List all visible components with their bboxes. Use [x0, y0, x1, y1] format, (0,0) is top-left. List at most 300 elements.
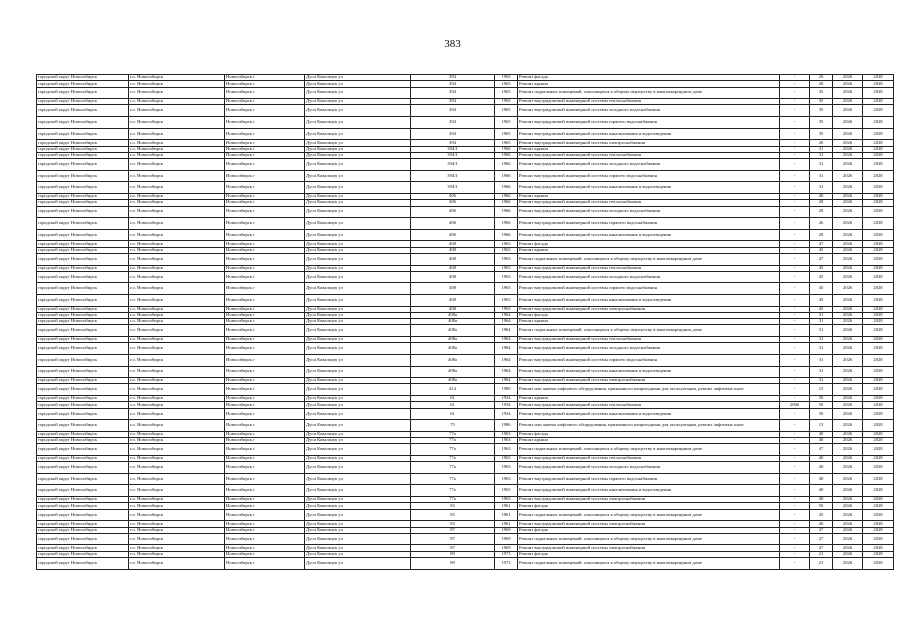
last-repair-cell: -: [780, 283, 810, 295]
table-row: [37, 128, 894, 140]
wear-percent-cell: 40: [810, 473, 833, 485]
municipality-cell: городской округ Новосибирск: [37, 218, 129, 230]
last-repair-cell: -: [780, 128, 810, 140]
last-repair-cell: -: [780, 497, 810, 503]
start-year-cell: 2026: [833, 384, 863, 396]
work-type-cell: Ремонт внутридомовой инженерной системы горячего водоснабжения: [518, 117, 780, 129]
build-year-cell: 1963: [495, 497, 518, 503]
wear-percent-cell: 40: [810, 193, 833, 199]
wear-percent-cell: 27: [810, 527, 833, 533]
build-year-cell: 1964: [495, 354, 518, 366]
municipality-cell: городской округ Новосибирск: [37, 247, 129, 253]
district-cell: г.о. Новосибирск: [129, 146, 225, 152]
end-year-cell: 2028: [863, 545, 894, 551]
street-cell: Дуси Ковальчук ул: [305, 306, 411, 312]
house-number-cell: 77а: [411, 473, 495, 485]
municipality-cell: городской округ Новосибирск: [37, 521, 129, 527]
wear-percent-cell: 45: [810, 247, 833, 253]
locality-cell: Новосибирск г: [225, 75, 305, 81]
wear-percent-cell: 45: [810, 265, 833, 271]
last-repair-cell: -: [780, 343, 810, 355]
district-cell: г.о. Новосибирск: [129, 241, 225, 247]
house-number-cell: 83: [411, 521, 495, 527]
last-repair-cell: -: [780, 462, 810, 474]
build-year-cell: 1963: [495, 247, 518, 253]
municipality-cell: городской округ Новосибирск: [37, 271, 129, 283]
start-year-cell: 2026: [833, 366, 863, 378]
wear-percent-cell: 31: [810, 170, 833, 182]
build-year-cell: 1965: [495, 140, 518, 146]
district-cell: г.о. Новосибирск: [129, 229, 225, 241]
start-year-cell: 2026: [833, 551, 863, 557]
end-year-cell: 2028: [863, 218, 894, 230]
district-cell: г.о. Новосибирск: [129, 294, 225, 306]
start-year-cell: 2026: [833, 420, 863, 432]
build-year-cell: 1963: [495, 271, 518, 283]
start-year-cell: 2026: [833, 396, 863, 402]
locality-cell: Новосибирск г: [225, 81, 305, 87]
page-number: 383: [444, 38, 461, 50]
wear-percent-cell: 50: [810, 408, 833, 420]
work-type-cell: Ремонт внутридомовой инженерной системы канализования и водоотведения: [518, 294, 780, 306]
start-year-cell: 2026: [833, 265, 863, 271]
build-year-cell: 1963: [495, 444, 518, 456]
locality-cell: Новосибирск г: [225, 325, 305, 337]
house-number-cell: 394: [411, 75, 495, 81]
work-type-cell: Ремонт внутридомовой инженерной системы электроснабжения: [518, 378, 780, 384]
start-year-cell: 2026: [833, 271, 863, 283]
wear-percent-cell: 47: [810, 444, 833, 456]
municipality-cell: городской округ Новосибирск: [37, 182, 129, 194]
district-cell: г.о. Новосибирск: [129, 128, 225, 140]
municipality-cell: городской округ Новосибирск: [37, 551, 129, 557]
last-repair-cell: -: [780, 253, 810, 265]
table-row: [37, 533, 894, 545]
district-cell: г.о. Новосибирск: [129, 462, 225, 474]
municipality-cell: городской округ Новосибирск: [37, 159, 129, 171]
wear-percent-cell: 31: [810, 319, 833, 325]
work-type-cell: Ремонт крыши: [518, 247, 780, 253]
district-cell: г.о. Новосибирск: [129, 99, 225, 105]
locality-cell: Новосибирск г: [225, 152, 305, 158]
start-year-cell: 2026: [833, 558, 863, 570]
house-number-cell: 394: [411, 99, 495, 105]
house-number-cell: 394/1: [411, 182, 495, 194]
build-year-cell: 1934: [495, 396, 518, 402]
municipality-cell: городской округ Новосибирск: [37, 497, 129, 503]
start-year-cell: 2026: [833, 325, 863, 337]
municipality-cell: городской округ Новосибирск: [37, 283, 129, 295]
end-year-cell: 2028: [863, 146, 894, 152]
street-cell: Дуси Ковальчук ул: [305, 521, 411, 527]
municipality-cell: городской округ Новосибирск: [37, 378, 129, 384]
end-year-cell: 2028: [863, 408, 894, 420]
municipality-cell: городской округ Новосибирск: [37, 509, 129, 521]
end-year-cell: 2028: [863, 247, 894, 253]
street-cell: Дуси Ковальчук ул: [305, 247, 411, 253]
work-type-cell: Ремонт внутридомовой инженерной системы теплоснабжения: [518, 200, 780, 206]
locality-cell: Новосибирск г: [225, 343, 305, 355]
locality-cell: Новосибирск г: [225, 128, 305, 140]
build-year-cell: 1965: [495, 128, 518, 140]
work-type-cell: Ремонт крыши: [518, 193, 780, 199]
municipality-cell: городской округ Новосибирск: [37, 527, 129, 533]
district-cell: г.о. Новосибирск: [129, 497, 225, 503]
street-cell: Дуси Ковальчук ул: [305, 229, 411, 241]
work-type-cell: Ремонт внутридомовой инженерной системы горячего водоснабжения: [518, 354, 780, 366]
district-cell: г.о. Новосибирск: [129, 337, 225, 343]
table-row: [37, 253, 894, 265]
end-year-cell: 2028: [863, 265, 894, 271]
end-year-cell: 2028: [863, 99, 894, 105]
street-cell: Дуси Ковальчук ул: [305, 312, 411, 318]
build-year-cell: 1969: [495, 527, 518, 533]
table-row: [37, 343, 894, 355]
wear-percent-cell: 31: [810, 378, 833, 384]
house-number-cell: 408а: [411, 337, 495, 343]
end-year-cell: 2028: [863, 444, 894, 456]
last-repair-cell: -: [780, 485, 810, 497]
build-year-cell: 1973: [495, 558, 518, 570]
municipality-cell: городской округ Новосибирск: [37, 402, 129, 408]
work-type-cell: Ремонт крыши: [518, 146, 780, 152]
wear-percent-cell: 31: [810, 152, 833, 158]
last-repair-cell: -: [780, 354, 810, 366]
start-year-cell: 2026: [833, 247, 863, 253]
house-number-cell: 408: [411, 265, 495, 271]
last-repair-cell: -: [780, 533, 810, 545]
street-cell: Дуси Ковальчук ул: [305, 485, 411, 497]
house-number-cell: 394: [411, 105, 495, 117]
district-cell: г.о. Новосибирск: [129, 200, 225, 206]
locality-cell: Новосибирск г: [225, 265, 305, 271]
locality-cell: Новосибирск г: [225, 366, 305, 378]
build-year-cell: 1966: [495, 159, 518, 171]
district-cell: г.о. Новосибирск: [129, 306, 225, 312]
house-number-cell: 394: [411, 140, 495, 146]
street-cell: Дуси Ковальчук ул: [305, 117, 411, 129]
work-type-cell: Ремонт внутридомовой инженерной системы теплоснабжения: [518, 152, 780, 158]
end-year-cell: 2028: [863, 75, 894, 81]
build-year-cell: 1964: [495, 312, 518, 318]
district-cell: г.о. Новосибирск: [129, 521, 225, 527]
work-type-cell: Ремонт подвальных помещений, относящихся к общему имуществу в многоквартирном доме: [518, 253, 780, 265]
end-year-cell: 2028: [863, 200, 894, 206]
street-cell: Дуси Ковальчук ул: [305, 128, 411, 140]
start-year-cell: 2026: [833, 229, 863, 241]
district-cell: г.о. Новосибирск: [129, 343, 225, 355]
last-repair-cell: -: [780, 200, 810, 206]
wear-percent-cell: 20: [810, 140, 833, 146]
table-row: [37, 182, 894, 194]
build-year-cell: 1964: [495, 366, 518, 378]
district-cell: г.о. Новосибирск: [129, 265, 225, 271]
work-type-cell: Ремонт внутридомовой инженерной системы электроснабжения: [518, 140, 780, 146]
street-cell: Дуси Ковальчук ул: [305, 193, 411, 199]
start-year-cell: 2026: [833, 402, 863, 408]
locality-cell: Новосибирск г: [225, 271, 305, 283]
street-cell: Дуси Ковальчук ул: [305, 200, 411, 206]
work-type-cell: Ремонт внутридомовой инженерной системы канализования и водоотведения: [518, 366, 780, 378]
work-type-cell: Ремонт внутридомовой инженерной системы холодного водоснабжения: [518, 159, 780, 171]
end-year-cell: 2028: [863, 229, 894, 241]
district-cell: г.о. Новосибирск: [129, 420, 225, 432]
end-year-cell: 2028: [863, 485, 894, 497]
last-repair-cell: -: [780, 545, 810, 551]
street-cell: Дуси Ковальчук ул: [305, 408, 411, 420]
wear-percent-cell: 27: [810, 533, 833, 545]
work-type-cell: Ремонт внутридомовой инженерной системы канализования и водоотведения: [518, 128, 780, 140]
work-type-cell: Ремонт подвальных помещений, относящихся к общему имуществу в многоквартирном доме: [518, 325, 780, 337]
build-year-cell: 1965: [495, 105, 518, 117]
last-repair-cell: -: [780, 206, 810, 218]
street-cell: Дуси Ковальчук ул: [305, 551, 411, 557]
last-repair-cell: -: [780, 294, 810, 306]
municipality-cell: городской округ Новосибирск: [37, 81, 129, 87]
house-number-cell: 394: [411, 117, 495, 129]
last-repair-cell: -: [780, 140, 810, 146]
house-number-cell: 87: [411, 527, 495, 533]
wear-percent-cell: 28: [810, 229, 833, 241]
district-cell: г.о. Новосибирск: [129, 558, 225, 570]
build-year-cell: 1963: [495, 306, 518, 312]
end-year-cell: 2028: [863, 378, 894, 384]
work-type-cell: Ремонт внутридомовой инженерной системы горячего водоснабжения: [518, 283, 780, 295]
house-number-cell: 408: [411, 247, 495, 253]
build-year-cell: 1963: [495, 253, 518, 265]
work-type-cell: Ремонт крыши: [518, 319, 780, 325]
house-number-cell: 408: [411, 271, 495, 283]
start-year-cell: 2026: [833, 283, 863, 295]
locality-cell: Новосибирск г: [225, 218, 305, 230]
municipality-cell: городской округ Новосибирск: [37, 431, 129, 437]
wear-percent-cell: 35: [810, 117, 833, 129]
work-type-cell: Ремонт фасада: [518, 503, 780, 509]
municipality-cell: городской округ Новосибирск: [37, 229, 129, 241]
work-type-cell: Ремонт внутридомовой инженерной системы холодного водоснабжения: [518, 105, 780, 117]
street-cell: Дуси Ковальчук ул: [305, 182, 411, 194]
last-repair-cell: -: [780, 319, 810, 325]
municipality-cell: городской округ Новосибирск: [37, 253, 129, 265]
street-cell: Дуси Ковальчук ул: [305, 271, 411, 283]
locality-cell: Новосибирск г: [225, 294, 305, 306]
district-cell: г.о. Новосибирск: [129, 193, 225, 199]
district-cell: г.о. Новосибирск: [129, 378, 225, 384]
locality-cell: Новосибирск г: [225, 509, 305, 521]
start-year-cell: 2026: [833, 378, 863, 384]
wear-percent-cell: 28: [810, 206, 833, 218]
build-year-cell: 1966: [495, 193, 518, 199]
municipality-cell: городской округ Новосибирск: [37, 265, 129, 271]
table-row: [37, 229, 894, 241]
district-cell: г.о. Новосибирск: [129, 431, 225, 437]
work-type-cell: Ремонт или замена лифтового оборудования, признанного непригодным для эксплуатации, ремонт лифтовых шахт: [518, 384, 780, 396]
district-cell: г.о. Новосибирск: [129, 473, 225, 485]
last-repair-cell: 2006: [780, 402, 810, 408]
wear-percent-cell: 45: [810, 294, 833, 306]
locality-cell: Новосибирск г: [225, 247, 305, 253]
municipality-cell: городской округ Новосибирск: [37, 545, 129, 551]
build-year-cell: 1934: [495, 408, 518, 420]
locality-cell: Новосибирск г: [225, 229, 305, 241]
start-year-cell: 2026: [833, 206, 863, 218]
table-row: [37, 420, 894, 432]
street-cell: Дуси Ковальчук ул: [305, 384, 411, 396]
table-row: [37, 384, 894, 396]
locality-cell: Новосибирск г: [225, 140, 305, 146]
end-year-cell: 2028: [863, 431, 894, 437]
municipality-cell: городской округ Новосибирск: [37, 473, 129, 485]
district-cell: г.о. Новосибирск: [129, 105, 225, 117]
start-year-cell: 2026: [833, 128, 863, 140]
district-cell: г.о. Новосибирск: [129, 247, 225, 253]
last-repair-cell: -: [780, 521, 810, 527]
house-number-cell: 89: [411, 551, 495, 557]
build-year-cell: 1966: [495, 146, 518, 152]
end-year-cell: 2028: [863, 140, 894, 146]
start-year-cell: 2026: [833, 75, 863, 81]
house-number-cell: 394/1: [411, 152, 495, 158]
work-type-cell: Ремонт фасада: [518, 431, 780, 437]
table-row: [37, 473, 894, 485]
start-year-cell: 2026: [833, 473, 863, 485]
street-cell: Дуси Ковальчук ул: [305, 241, 411, 247]
last-repair-cell: -: [780, 117, 810, 129]
wear-percent-cell: 31: [810, 325, 833, 337]
build-year-cell: 1963: [495, 485, 518, 497]
street-cell: Дуси Ковальчук ул: [305, 438, 411, 444]
work-type-cell: Ремонт или замена лифтового оборудования, признанного непригодным для эксплуатации, ремонт лифтовых шахт: [518, 420, 780, 432]
house-number-cell: 408а: [411, 343, 495, 355]
work-type-cell: Ремонт крыши: [518, 438, 780, 444]
start-year-cell: 2026: [833, 408, 863, 420]
street-cell: Дуси Ковальчук ул: [305, 294, 411, 306]
work-type-cell: Ремонт крыши: [518, 396, 780, 402]
street-cell: Дуси Ковальчук ул: [305, 283, 411, 295]
last-repair-cell: -: [780, 408, 810, 420]
district-cell: г.о. Новосибирск: [129, 170, 225, 182]
locality-cell: Новосибирск г: [225, 402, 305, 408]
house-number-cell: 83: [411, 503, 495, 509]
locality-cell: Новосибирск г: [225, 485, 305, 497]
last-repair-cell: -: [780, 193, 810, 199]
house-number-cell: 408: [411, 253, 495, 265]
last-repair-cell: -: [780, 337, 810, 343]
locality-cell: Новосибирск г: [225, 408, 305, 420]
wear-percent-cell: 26: [810, 218, 833, 230]
work-type-cell: Ремонт фасада: [518, 312, 780, 318]
start-year-cell: 2026: [833, 354, 863, 366]
end-year-cell: 2028: [863, 420, 894, 432]
municipality-cell: городской округ Новосибирск: [37, 396, 129, 402]
last-repair-cell: -: [780, 87, 810, 99]
locality-cell: Новосибирск г: [225, 503, 305, 509]
end-year-cell: 2028: [863, 509, 894, 521]
table-row: [37, 294, 894, 306]
last-repair-cell: -: [780, 105, 810, 117]
end-year-cell: 2028: [863, 193, 894, 199]
start-year-cell: 2026: [833, 319, 863, 325]
start-year-cell: 2026: [833, 159, 863, 171]
locality-cell: Новосибирск г: [225, 105, 305, 117]
wear-percent-cell: 31: [810, 182, 833, 194]
build-year-cell: 1964: [495, 337, 518, 343]
build-year-cell: 1973: [495, 551, 518, 557]
district-cell: г.о. Новосибирск: [129, 319, 225, 325]
street-cell: Дуси Ковальчук ул: [305, 75, 411, 81]
build-year-cell: 1964: [495, 378, 518, 384]
street-cell: Дуси Ковальчук ул: [305, 533, 411, 545]
street-cell: Дуси Ковальчук ул: [305, 206, 411, 218]
end-year-cell: 2028: [863, 152, 894, 158]
last-repair-cell: -: [780, 366, 810, 378]
municipality-cell: городской округ Новосибирск: [37, 105, 129, 117]
district-cell: г.о. Новосибирск: [129, 159, 225, 171]
work-type-cell: Ремонт внутридомовой инженерной системы канализования и водоотведения: [518, 182, 780, 194]
end-year-cell: 2028: [863, 558, 894, 570]
house-number-cell: 83: [411, 509, 495, 521]
street-cell: Дуси Ковальчук ул: [305, 503, 411, 509]
table-row: [37, 117, 894, 129]
build-year-cell: 1961: [495, 521, 518, 527]
last-repair-cell: -: [780, 312, 810, 318]
last-repair-cell: -: [780, 265, 810, 271]
locality-cell: Новосибирск г: [225, 170, 305, 182]
start-year-cell: 2026: [833, 170, 863, 182]
work-type-cell: Ремонт фасада: [518, 241, 780, 247]
municipality-cell: городской округ Новосибирск: [37, 319, 129, 325]
street-cell: Дуси Ковальчук ул: [305, 378, 411, 384]
table-row: [37, 87, 894, 99]
wear-percent-cell: 31: [810, 312, 833, 318]
work-type-cell: Ремонт внутридомовой инженерной системы электроснабжения: [518, 306, 780, 312]
wear-percent-cell: 20: [810, 75, 833, 81]
end-year-cell: 2028: [863, 473, 894, 485]
work-type-cell: Ремонт внутридомовой инженерной системы холодного водоснабжения: [518, 462, 780, 474]
house-number-cell: 408: [411, 241, 495, 247]
build-year-cell: 1969: [495, 545, 518, 551]
street-cell: Дуси Ковальчук ул: [305, 354, 411, 366]
street-cell: Дуси Ковальчук ул: [305, 558, 411, 570]
work-type-cell: Ремонт внутридомовой инженерной системы теплоснабжения: [518, 337, 780, 343]
build-year-cell: 1961: [495, 509, 518, 521]
street-cell: Дуси Ковальчук ул: [305, 431, 411, 437]
work-type-cell: Ремонт внутридомовой инженерной системы холодного водоснабжения: [518, 343, 780, 355]
street-cell: Дуси Ковальчук ул: [305, 473, 411, 485]
start-year-cell: 2026: [833, 193, 863, 199]
locality-cell: Новосибирск г: [225, 337, 305, 343]
end-year-cell: 2028: [863, 253, 894, 265]
work-type-cell: Ремонт внутридомовой инженерной системы канализования и водоотведения: [518, 229, 780, 241]
house-number-cell: 77а: [411, 444, 495, 456]
build-year-cell: 1964: [495, 325, 518, 337]
last-repair-cell: -: [780, 241, 810, 247]
end-year-cell: 2028: [863, 312, 894, 318]
district-cell: г.о. Новосибирск: [129, 545, 225, 551]
end-year-cell: 2028: [863, 325, 894, 337]
district-cell: г.о. Новосибирск: [129, 408, 225, 420]
work-type-cell: Ремонт крыши: [518, 81, 780, 87]
last-repair-cell: -: [780, 218, 810, 230]
house-number-cell: 408а: [411, 354, 495, 366]
work-type-cell: Ремонт подвальных помещений, относящихся к общему имуществу в многоквартирном доме: [518, 533, 780, 545]
locality-cell: Новосибирск г: [225, 384, 305, 396]
end-year-cell: 2028: [863, 81, 894, 87]
wear-percent-cell: 40: [810, 456, 833, 462]
street-cell: Дуси Ковальчук ул: [305, 509, 411, 521]
street-cell: Дуси Ковальчук ул: [305, 253, 411, 265]
house-number-cell: 394: [411, 128, 495, 140]
